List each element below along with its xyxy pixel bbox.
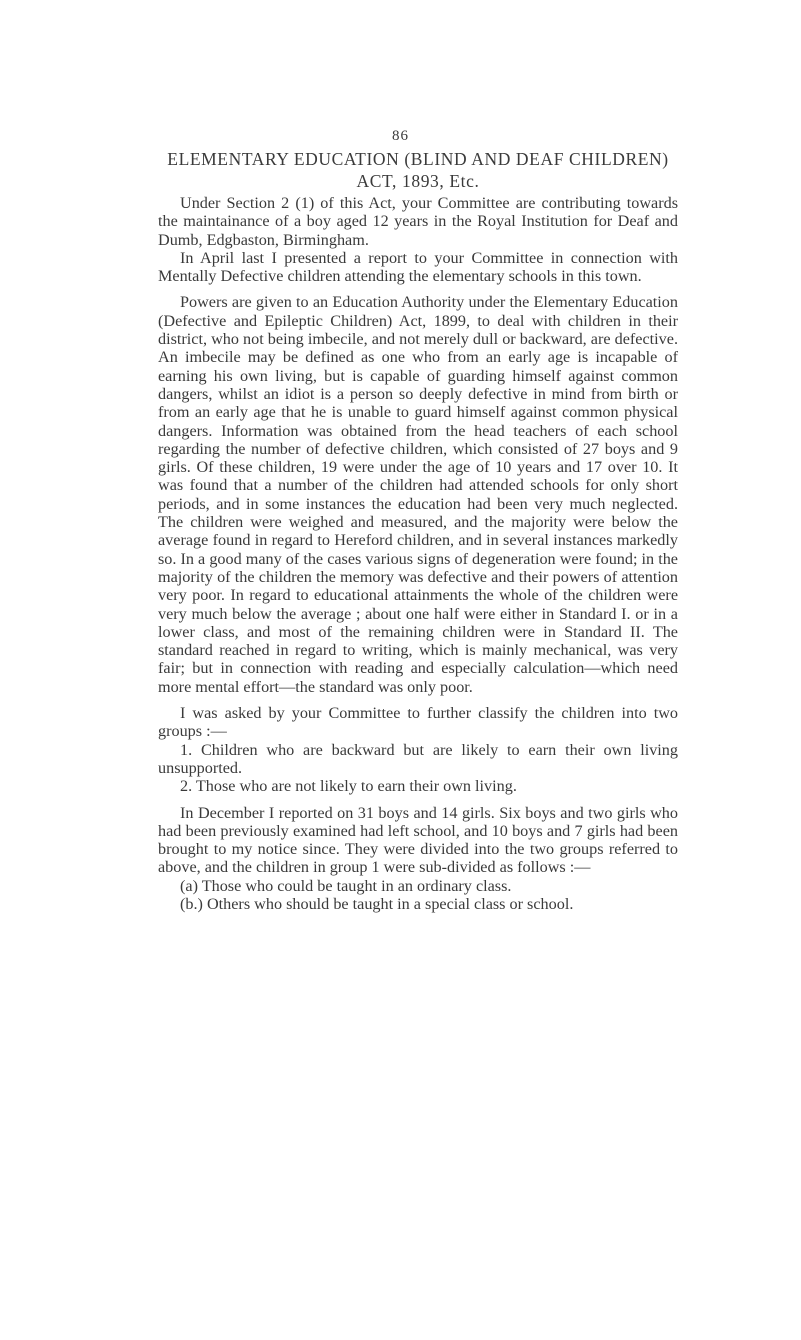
body-text [158,194,678,913]
paragraph-powers: Powers are given to an Education Authority under the Elementary Education (Defective and Epileptic Children) Act, 1899, to deal with children in their district, who not being imbecile, and not merely dull or backward, are defective. An imbecile may be defined as one who from an early age is incapable of earning his own living, but is capable of guarding himself against common dangers, whilst an idiot is a person so deeply defective in mind from birth or from an early age that he is unable to guard himself against common physical dangers. Information was obtained from the head teachers of each school regarding the number of defective children, which consisted of 27 boys and 9 girls. Of these children, 19 were under the age of 10 years and 17 over 10. It was found that a number of the children had attended schools for only short periods, and in some instances the education had been very much neglected. The children were weighed and measured, and the majority were below the average found in regard to Hereford children, and in several instances markedly so. In a good many of the cases various signs of degeneration were found; in the majority of the children the memory was defective and their powers of attention very poor. In regard to educational attainments the whole of the children were very much below the average ; about one half were either in Standard I. or in a lower class, and most of the remaining children were in Standard II. The standard reached in regard to writing, which is mainly mechanical, was very fair; but in connection with reading and especially calculation—which need more mental effort—the standard was only poor. [158,293,678,696]
list-item-subgroup-b: (b.) Others who should be taught in a special class or school. [180,894,574,913]
page-number: 86 [392,128,409,144]
paragraph-april-report: In April last I presented a report to your Committee in connection with Mentally Defective children attending the elementary schools in this town. [158,248,678,286]
paragraph-december-report: In December I reported on 31 boys and 14 girls. Six boys and two girls who had been previously examined had left school, and 10 boys and 7 girls had been brought to my notice since. They were divided into the two groups referred to above, and the children in group 1 were sub-divided as follows :— [158,803,678,877]
section-heading [158,148,678,192]
heading-line-2: ACT, 1893, Etc. [356,171,480,191]
list-item-group-2: 2. Those who are not likely to earn their own living. [180,777,517,796]
list-item-subgroup-a: (a) Those who could be taught in an ordinary class. [180,876,512,895]
paragraph-section-2: Under Section 2 (1) of this Act, your Committee are contributing towards the maintainance of a boy aged 12 years in the Royal Institution for Deaf and Dumb, Edgbaston, Birmingham. [158,194,678,249]
list-item-group-1: 1. Children who are backward but are likely to earn their own living unsupported. [158,740,678,777]
paragraph-classify: I was asked by your Committee to further classify the children into two groups :— [158,704,678,741]
heading-line-1: ELEMENTARY EDUCATION (BLIND AND DEAF CHILDREN) [167,149,669,169]
